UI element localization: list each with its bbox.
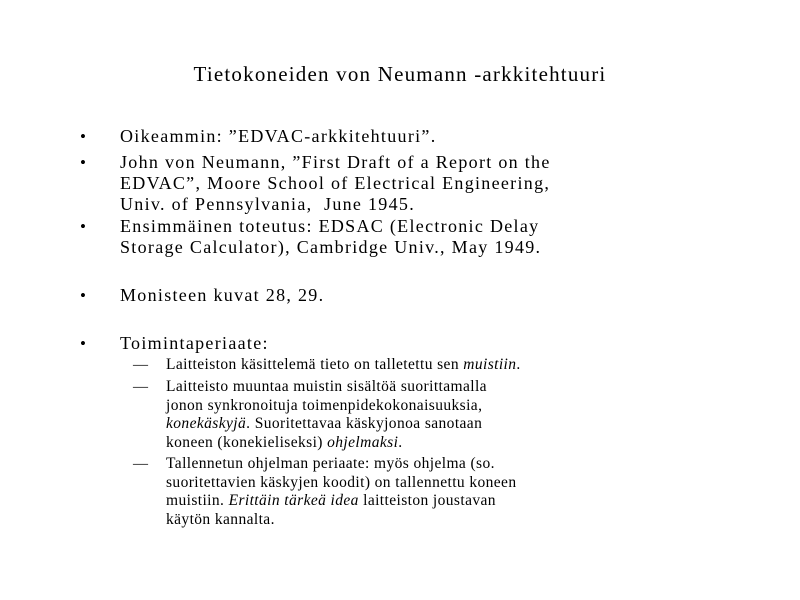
bullet-text: Oikeammin: ”EDVAC-arkkitehtuuri”. [120, 126, 437, 146]
sub-line: suoritettavien käskyjen koodit) on tallennettu koneen [166, 473, 517, 491]
bullet-dot: • [80, 153, 86, 172]
sub-text-emphasis: muistiin [463, 356, 517, 373]
sub-text-part: . [516, 356, 521, 373]
bullet-line: Storage Calculator), Cambridge Univ., May 1949. [120, 237, 542, 257]
bullet-dot: • [80, 286, 86, 305]
sub-line: Laitteisto muuntaa muistin sisältöä suorittamalla [166, 378, 487, 395]
sub-line [166, 434, 746, 453]
sub-line: Tallennetun ohjelman periaate: myös ohjelma (so. [166, 455, 495, 472]
sub-text-part: muistiin. [166, 492, 229, 509]
sub-text [166, 378, 746, 452]
bullet-line: Univ. of Pennsylvania, June 1945. [120, 194, 416, 214]
sub-text [166, 356, 746, 375]
sub-text-emphasis: Erittäin tärkeä idea [228, 492, 359, 509]
bullet-line: Ensimmäinen toteutus: EDSAC (Electronic Delay [120, 216, 540, 236]
sub-line [166, 415, 746, 434]
sub-text-part: Laitteiston käsittelemä tieto on talletettu sen [166, 356, 464, 373]
bullet-dot: • [80, 334, 86, 353]
bullet-dot: • [80, 217, 86, 236]
sub-text-emphasis: ohjelmaksi [327, 433, 399, 451]
slide-title: Tietokoneiden von Neumann -arkkitehtuuri [193, 62, 607, 86]
sub-text-part: . [398, 433, 403, 451]
dash-marker: — [133, 379, 148, 395]
sub-line: käytön kannalta. [166, 510, 275, 528]
bullet-line: EDVAC”, Moore School of Electrical Engineering, [120, 173, 551, 193]
dash-marker: — [133, 456, 148, 472]
sub-text-emphasis: konekäskyjä [166, 415, 247, 432]
sub-text-part: koneen (konekieliseksi) [166, 433, 328, 451]
dash-marker: — [133, 357, 148, 373]
sub-line: jonon synkronoituja toimenpidekokonaisuuksia, [166, 396, 483, 414]
bullet-text: Toimintaperiaate: [120, 333, 269, 353]
bullet-text: Monisteen kuvat 28, 29. [120, 285, 325, 305]
bullet-text [120, 152, 740, 215]
sub-text-part: laitteiston joustavan [358, 492, 496, 509]
sub-line [166, 492, 746, 511]
bullet-dot: • [80, 127, 86, 146]
sub-text-part: . Suoritettavaa käskyjonoa sanotaan [246, 415, 483, 432]
bullet-text [120, 216, 740, 258]
sub-text [166, 455, 746, 529]
bullet-line: John von Neumann, ”First Draft of a Report on the [120, 152, 551, 172]
